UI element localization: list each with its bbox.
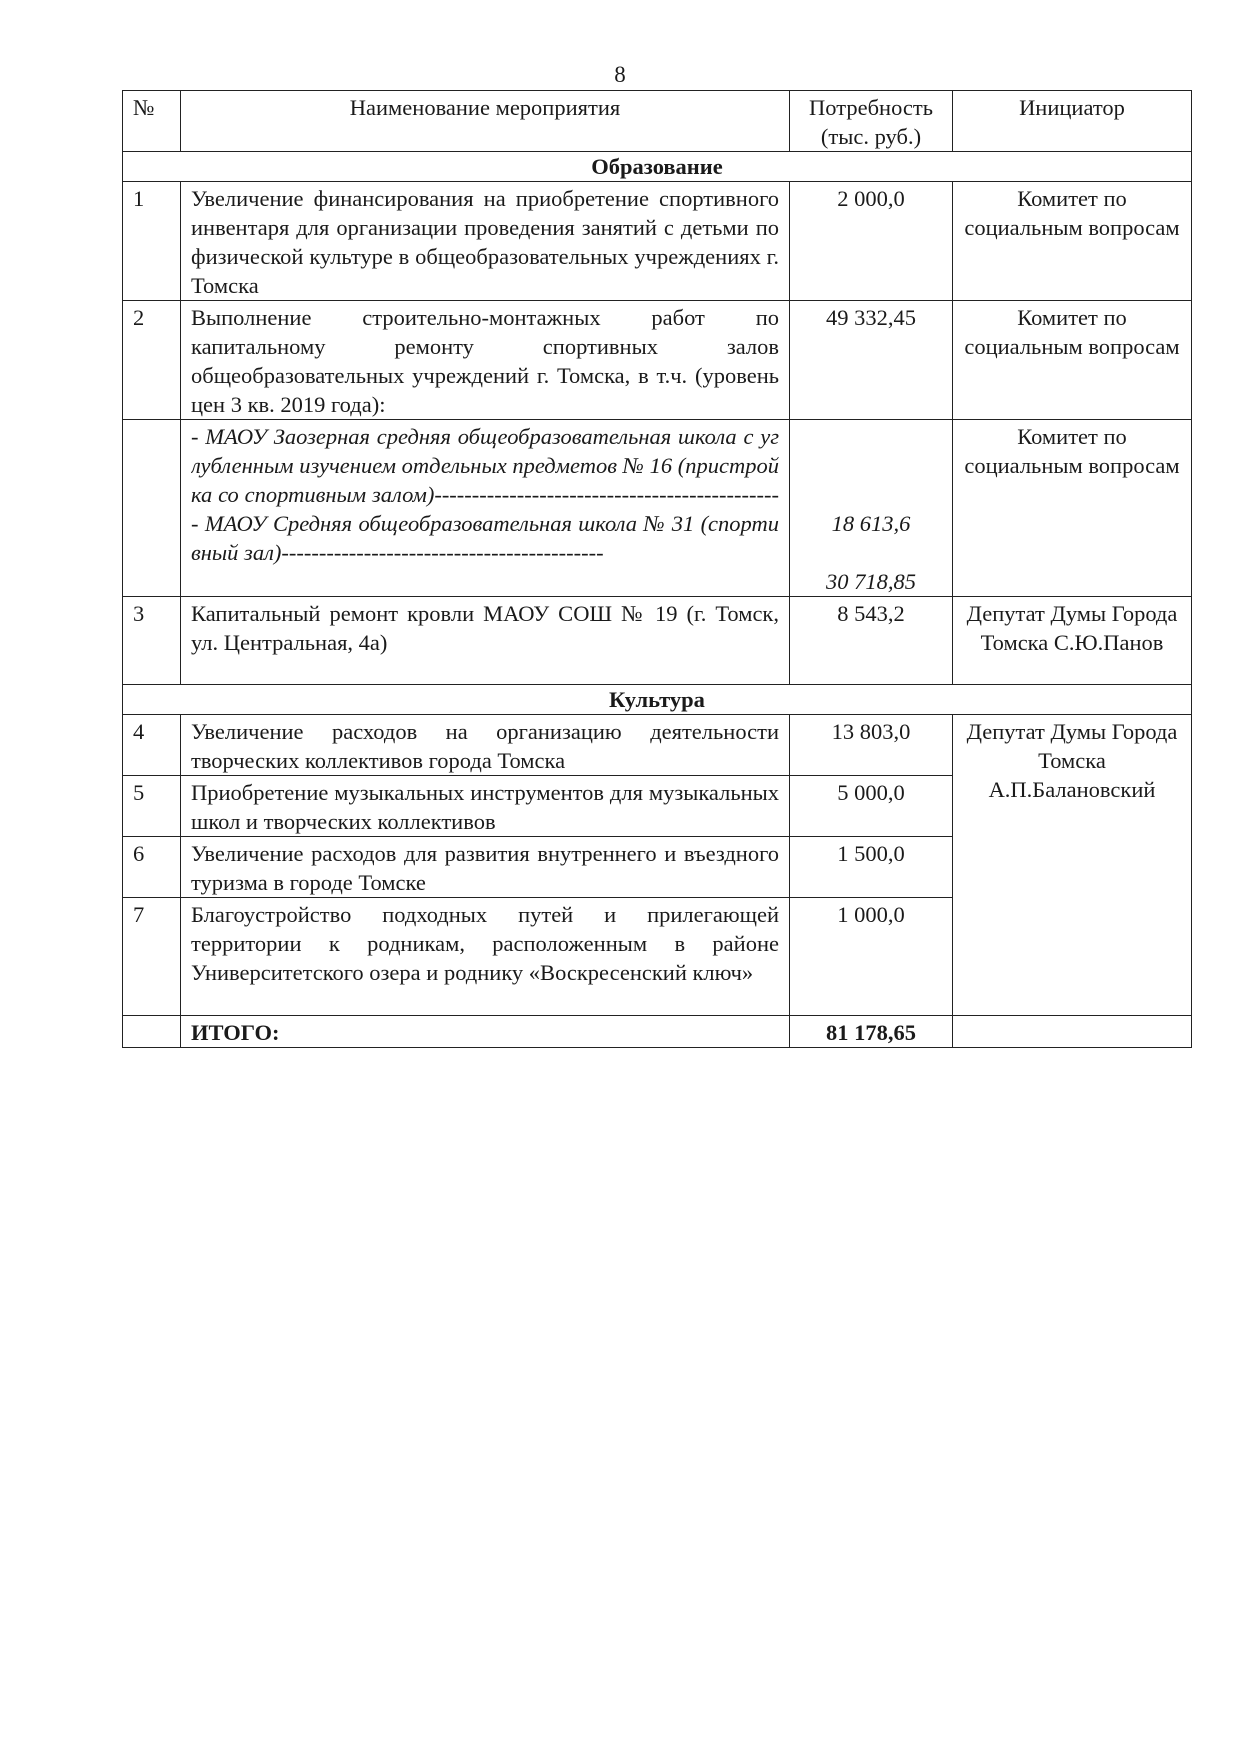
row-name: Выполнение строительно-монтажных работ по капитальному ремонту спортивных залов общеобразовательных учреждений г. Томска, в т.ч. (уровень цен 3 кв. 2019 года):: [181, 301, 790, 420]
sub-item-1: - МАОУ Заозерная средняя общеобразовательная школа с углубленным изучением отдельных предметов № 16 (пристройка со спортивным залом)----------------------------------------------: [191, 424, 779, 507]
row-name: [181, 420, 790, 597]
row-need: 13 803,0: [790, 715, 953, 776]
header-name: Наименование мероприятия: [181, 91, 790, 152]
row-num: 5: [123, 776, 181, 837]
table-row: [123, 301, 1192, 420]
section-row-culture: [123, 685, 1192, 715]
row-initiator: Комитет по социальным вопросам: [953, 301, 1192, 420]
table-row: [123, 182, 1192, 301]
row-num: 7: [123, 898, 181, 1016]
row-name: Увеличение расходов на организацию деятельности творческих коллективов города Томска: [181, 715, 790, 776]
table-row: [123, 597, 1192, 685]
total-label: ИТОГО:: [181, 1016, 790, 1048]
total-row: [123, 1016, 1192, 1048]
row-name: Приобретение музыкальных инструментов для музыкальных школ и творческих коллективов: [181, 776, 790, 837]
header-num: №: [123, 91, 181, 152]
row-need: 2 000,0: [790, 182, 953, 301]
header-need: Потребность (тыс. руб.): [790, 91, 953, 152]
row-num: 3: [123, 597, 181, 685]
row-initiator: Депутат Думы Города Томска А.П.Балановский: [953, 715, 1192, 1016]
table-row: [123, 715, 1192, 776]
row-num: 1: [123, 182, 181, 301]
row-num: [123, 420, 181, 597]
table-subrow: [123, 420, 1192, 597]
section-row-education: [123, 152, 1192, 182]
row-initiator: Комитет по социальным вопросам: [953, 420, 1192, 597]
row-initiator: Депутат Думы Города Томска С.Ю.Панов: [953, 597, 1192, 685]
row-initiator: Комитет по социальным вопросам: [953, 182, 1192, 301]
total-value: 81 178,65: [790, 1016, 953, 1048]
row-num: 6: [123, 837, 181, 898]
row-need: 5 000,0: [790, 776, 953, 837]
row-need: [790, 420, 953, 597]
expenses-table: [122, 90, 1192, 1048]
row-need: 49 332,45: [790, 301, 953, 420]
sub-item-1-need: 18 613,6: [831, 511, 911, 536]
row-name: Увеличение расходов для развития внутреннего и въездного туризма в городе Томске: [181, 837, 790, 898]
section-title: Образование: [123, 152, 1192, 182]
row-name: Благоустройство подходных путей и прилегающей территории к родникам, расположенным в районе Университетского озера и роднику «Воскресенский ключ»: [181, 898, 790, 1016]
page-number: 8: [614, 62, 626, 87]
row-need: 1 000,0: [790, 898, 953, 1016]
row-name: Увеличение финансирования на приобретение спортивного инвентаря для организации проведения занятий с детьми по физической культуре в общеобразовательных учреждениях г. Томска: [181, 182, 790, 301]
header-initiator: Инициатор: [953, 91, 1192, 152]
row-need: 1 500,0: [790, 837, 953, 898]
row-num: 2: [123, 301, 181, 420]
table-header-row: [123, 91, 1192, 152]
row-need: 8 543,2: [790, 597, 953, 685]
row-name: Капитальный ремонт кровли МАОУ СОШ № 19 (г. Томск, ул. Центральная, 4а): [181, 597, 790, 685]
section-title: Культура: [123, 685, 1192, 715]
sub-item-2-need: 30 718,85: [826, 569, 916, 594]
sub-item-2: - МАОУ Средняя общеобразовательная школа № 31 (спортивный зал)-------------------------------------------: [191, 511, 779, 565]
row-num: 4: [123, 715, 181, 776]
